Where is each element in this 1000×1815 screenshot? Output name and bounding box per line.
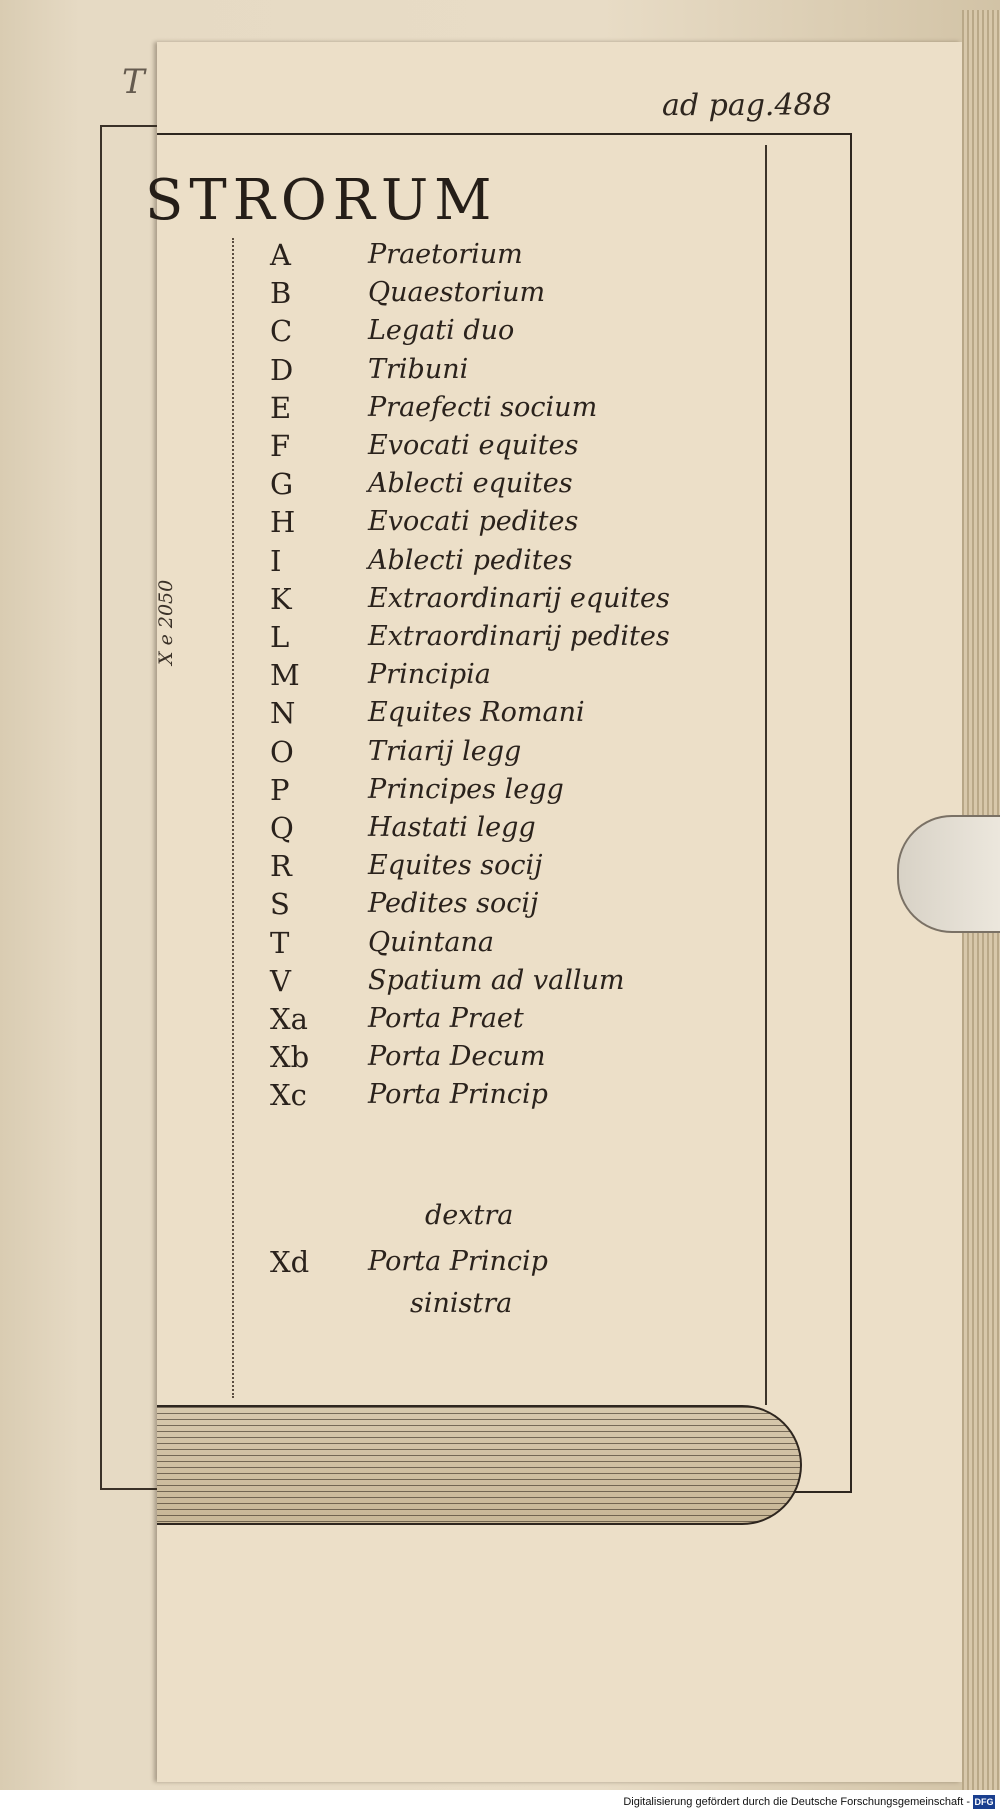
legend-meaning: Equites Romani xyxy=(368,697,585,729)
legend-meaning: Pedites socij xyxy=(368,888,539,920)
legend-letter: Xc xyxy=(270,1078,307,1113)
legend-meaning: Quaestorium xyxy=(368,277,546,309)
legend-letter: T xyxy=(270,925,290,960)
legend-letter: B xyxy=(270,276,292,311)
legend-meaning: Equites socij xyxy=(368,850,543,882)
legend-meaning: Ablecti pedites xyxy=(368,544,573,576)
legend-letter: P xyxy=(270,772,290,807)
legend-meaning: Quintana xyxy=(368,926,494,958)
legend-meaning: Porta Praet xyxy=(368,1003,524,1034)
legend-meaning: Porta Decum xyxy=(368,1041,546,1073)
legend-letter: V xyxy=(270,963,291,998)
footer-credit: Digitalisierung gefördert durch die Deutsche Forschungsgemeinschaft - xyxy=(623,1796,970,1808)
page-reference: ad pag.488 xyxy=(662,88,832,123)
legend-meaning: Praefecti socium xyxy=(368,391,598,423)
legend-meaning: Porta Princip xyxy=(368,1079,548,1111)
underlying-page-header-fragment: T xyxy=(122,62,145,102)
legend-letter: Xa xyxy=(270,1002,308,1036)
legend-meaning: Ablecti equites xyxy=(368,468,573,500)
margin-note: X e 2050 xyxy=(155,579,177,665)
legend-continuation-dextra: dextra xyxy=(425,1200,514,1231)
legend-meaning: Legati duo xyxy=(368,315,515,347)
dfg-logo: DFG xyxy=(974,1797,994,1807)
legend-letter: A xyxy=(270,238,291,272)
legend-letter: K xyxy=(270,581,292,616)
legend-meaning: Evocati pedites xyxy=(368,506,579,538)
legend-meaning: Porta Princip xyxy=(368,1246,548,1277)
legend-letter: Xb xyxy=(270,1040,310,1075)
legend-meaning: Principes legg xyxy=(368,773,564,805)
underlying-page-frame xyxy=(100,125,162,1490)
legend-letter: N xyxy=(270,696,296,731)
rolled-scroll xyxy=(157,1405,802,1525)
legend-letter: G xyxy=(270,467,294,502)
legend-letter: O xyxy=(270,734,294,769)
legend-letter: Q xyxy=(270,811,294,845)
legend-meaning: Principia xyxy=(368,659,491,691)
legend-meaning: Spatium ad vallum xyxy=(368,964,625,996)
legend-meaning: Hastati legg xyxy=(368,812,536,843)
legend-letter: D xyxy=(270,352,294,387)
plate-title: STRORUM xyxy=(145,168,498,233)
legend-meaning: Praetorium xyxy=(368,239,523,270)
legend-letter: I xyxy=(270,543,282,578)
legend-meaning: Extraordinarij equites xyxy=(368,582,670,614)
legend-letter: C xyxy=(270,314,293,349)
legend-letter: E xyxy=(270,390,292,425)
legend-letter: F xyxy=(270,429,291,463)
legend-continuation-sinistra: sinistra xyxy=(410,1288,513,1319)
legend-letter: S xyxy=(270,887,290,922)
legend-meaning: Triarij legg xyxy=(368,735,522,767)
legend-letter: Xd xyxy=(270,1245,310,1279)
legend-letter: M xyxy=(270,658,300,693)
legend-letter: H xyxy=(270,505,296,540)
legend-meaning: Extraordinarij pedites xyxy=(368,621,670,652)
page-clip xyxy=(897,815,1000,933)
legend-letter: R xyxy=(270,849,292,884)
legend-meaning: Evocati equites xyxy=(368,430,579,461)
legend-meaning: Tribuni xyxy=(368,353,469,385)
scroll-dotted-edge xyxy=(232,238,234,1398)
legend-letter: L xyxy=(270,620,290,654)
